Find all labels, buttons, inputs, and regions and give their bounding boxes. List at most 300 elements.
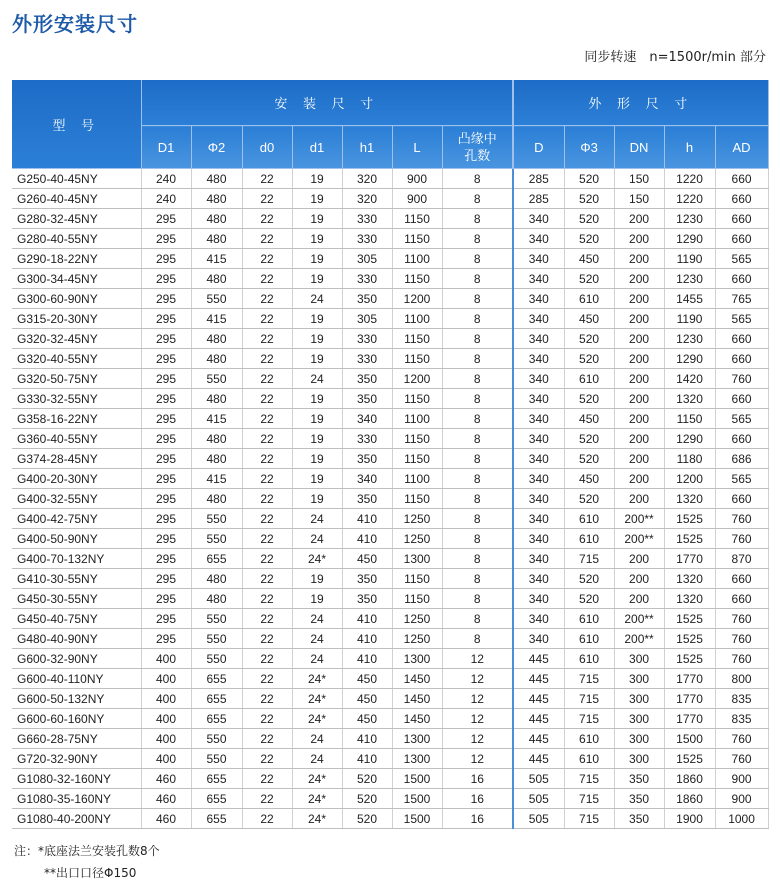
value-cell: 19	[292, 309, 342, 329]
value-cell: 295	[141, 289, 191, 309]
model-cell: G400-70-132NY	[12, 549, 141, 569]
value-cell: 480	[191, 349, 242, 369]
value-cell: 8	[442, 569, 513, 589]
value-cell: 415	[191, 469, 242, 489]
value-cell: 715	[564, 549, 614, 569]
value-cell: 410	[342, 509, 392, 529]
value-cell: 520	[564, 389, 614, 409]
value-cell: 1250	[392, 629, 442, 649]
value-cell: 300	[614, 729, 664, 749]
column-header: d0	[242, 126, 292, 169]
value-cell: 22	[242, 169, 292, 189]
value-cell: 200	[614, 289, 664, 309]
value-cell: 19	[292, 429, 342, 449]
value-cell: 8	[442, 509, 513, 529]
value-cell: 300	[614, 709, 664, 729]
value-cell: 870	[715, 549, 768, 569]
value-cell: 1300	[392, 549, 442, 569]
value-cell: 200	[614, 229, 664, 249]
value-cell: 22	[242, 189, 292, 209]
value-cell: 22	[242, 289, 292, 309]
value-cell: 340	[513, 589, 564, 609]
value-cell: 1320	[664, 489, 715, 509]
model-cell: G600-40-110NY	[12, 669, 141, 689]
value-cell: 520	[564, 229, 614, 249]
value-cell: 1200	[664, 469, 715, 489]
value-cell: 1000	[715, 809, 768, 829]
value-cell: 565	[715, 309, 768, 329]
value-cell: 520	[564, 429, 614, 449]
value-cell: 22	[242, 629, 292, 649]
value-cell: 715	[564, 769, 614, 789]
value-cell: 1320	[664, 569, 715, 589]
value-cell: 340	[513, 269, 564, 289]
value-cell: 295	[141, 309, 191, 329]
value-cell: 24*	[292, 789, 342, 809]
value-cell: 520	[564, 349, 614, 369]
table-row	[12, 269, 768, 289]
value-cell: 610	[564, 749, 614, 769]
model-cell: G320-50-75NY	[12, 369, 141, 389]
model-cell: G720-32-90NY	[12, 749, 141, 769]
value-cell: 505	[513, 809, 564, 829]
value-cell: 480	[191, 589, 242, 609]
value-cell: 660	[715, 189, 768, 209]
value-cell: 200	[614, 329, 664, 349]
value-cell: 340	[513, 369, 564, 389]
value-cell: 340	[513, 209, 564, 229]
value-cell: 22	[242, 389, 292, 409]
value-cell: 1100	[392, 409, 442, 429]
value-cell: 350	[342, 489, 392, 509]
model-cell: G300-60-90NY	[12, 289, 141, 309]
value-cell: 340	[513, 489, 564, 509]
value-cell: 715	[564, 689, 614, 709]
value-cell: 8	[442, 469, 513, 489]
model-cell: G358-16-22NY	[12, 409, 141, 429]
value-cell: 480	[191, 389, 242, 409]
value-cell: 1300	[392, 749, 442, 769]
value-cell: 22	[242, 589, 292, 609]
value-cell: 200	[614, 409, 664, 429]
value-cell: 480	[191, 329, 242, 349]
value-cell: 480	[191, 489, 242, 509]
value-cell: 340	[513, 629, 564, 649]
value-cell: 22	[242, 409, 292, 429]
value-cell: 350	[342, 289, 392, 309]
value-cell: 8	[442, 409, 513, 429]
table-row	[12, 189, 768, 209]
table-row	[12, 349, 768, 369]
value-cell: 1525	[664, 749, 715, 769]
table-row	[12, 449, 768, 469]
value-cell: 660	[715, 349, 768, 369]
model-cell: G400-20-30NY	[12, 469, 141, 489]
value-cell: 415	[191, 309, 242, 329]
value-cell: 655	[191, 809, 242, 829]
value-cell: 1250	[392, 509, 442, 529]
value-cell: 8	[442, 249, 513, 269]
value-cell: 200	[614, 489, 664, 509]
value-cell: 19	[292, 249, 342, 269]
value-cell: 19	[292, 569, 342, 589]
value-cell: 520	[342, 809, 392, 829]
model-cell: G400-50-90NY	[12, 529, 141, 549]
value-cell: 295	[141, 369, 191, 389]
value-cell: 19	[292, 329, 342, 349]
value-cell: 340	[513, 389, 564, 409]
value-cell: 410	[342, 529, 392, 549]
value-cell: 285	[513, 189, 564, 209]
value-cell: 1230	[664, 329, 715, 349]
value-cell: 565	[715, 469, 768, 489]
value-cell: 1230	[664, 209, 715, 229]
table-row	[12, 329, 768, 349]
model-cell: G374-28-45NY	[12, 449, 141, 469]
value-cell: 8	[442, 269, 513, 289]
value-cell: 200**	[614, 509, 664, 529]
value-cell: 340	[513, 249, 564, 269]
value-cell: 200	[614, 469, 664, 489]
value-cell: 330	[342, 329, 392, 349]
value-cell: 1230	[664, 269, 715, 289]
value-cell: 450	[342, 549, 392, 569]
value-cell: 400	[141, 749, 191, 769]
value-cell: 415	[191, 409, 242, 429]
value-cell: 1290	[664, 429, 715, 449]
value-cell: 760	[715, 729, 768, 749]
value-cell: 24	[292, 369, 342, 389]
value-cell: 400	[141, 729, 191, 749]
model-cell: G260-40-45NY	[12, 189, 141, 209]
value-cell: 445	[513, 709, 564, 729]
value-cell: 200	[614, 569, 664, 589]
value-cell: 340	[513, 609, 564, 629]
footnote-2: **出口口径Φ150	[44, 866, 137, 880]
value-cell: 610	[564, 289, 614, 309]
value-cell: 610	[564, 369, 614, 389]
value-cell: 550	[191, 729, 242, 749]
value-cell: 505	[513, 789, 564, 809]
value-cell: 22	[242, 209, 292, 229]
value-cell: 340	[513, 529, 564, 549]
value-cell: 22	[242, 709, 292, 729]
model-cell: G280-32-45NY	[12, 209, 141, 229]
value-cell: 450	[342, 669, 392, 689]
value-cell: 760	[715, 369, 768, 389]
value-cell: 1500	[392, 809, 442, 829]
value-cell: 445	[513, 649, 564, 669]
value-cell: 22	[242, 369, 292, 389]
value-cell: 22	[242, 549, 292, 569]
value-cell: 655	[191, 769, 242, 789]
value-cell: 295	[141, 609, 191, 629]
value-cell: 8	[442, 629, 513, 649]
value-cell: 19	[292, 469, 342, 489]
value-cell: 22	[242, 449, 292, 469]
table-row	[12, 629, 768, 649]
value-cell: 295	[141, 229, 191, 249]
table-row	[12, 469, 768, 489]
model-cell: G600-50-132NY	[12, 689, 141, 709]
value-cell: 340	[513, 469, 564, 489]
value-cell: 610	[564, 509, 614, 529]
value-cell: 760	[715, 529, 768, 549]
value-cell: 1190	[664, 309, 715, 329]
value-cell: 8	[442, 189, 513, 209]
value-cell: 550	[191, 609, 242, 629]
page-title: 外形安装尺寸	[12, 12, 138, 36]
value-cell: 19	[292, 409, 342, 429]
value-cell: 715	[564, 709, 614, 729]
value-cell: 8	[442, 449, 513, 469]
value-cell: 295	[141, 569, 191, 589]
dimension-table	[12, 80, 769, 829]
value-cell: 1770	[664, 709, 715, 729]
model-cell: G1080-35-160NY	[12, 789, 141, 809]
model-cell: G250-40-45NY	[12, 169, 141, 189]
value-cell: 12	[442, 729, 513, 749]
model-cell: G400-32-55NY	[12, 489, 141, 509]
value-cell: 1320	[664, 589, 715, 609]
value-cell: 1100	[392, 249, 442, 269]
value-cell: 150	[614, 189, 664, 209]
value-cell: 1150	[392, 429, 442, 449]
table-row	[12, 309, 768, 329]
table-row	[12, 549, 768, 569]
value-cell: 24*	[292, 549, 342, 569]
value-cell: 200**	[614, 609, 664, 629]
value-cell: 19	[292, 449, 342, 469]
value-cell: 22	[242, 269, 292, 289]
value-cell: 320	[342, 169, 392, 189]
value-cell: 1200	[392, 289, 442, 309]
value-cell: 295	[141, 549, 191, 569]
value-cell: 350	[342, 369, 392, 389]
value-cell: 200	[614, 269, 664, 289]
value-cell: 760	[715, 609, 768, 629]
value-cell: 285	[513, 169, 564, 189]
value-cell: 480	[191, 449, 242, 469]
value-cell: 450	[564, 249, 614, 269]
value-cell: 410	[342, 729, 392, 749]
value-cell: 22	[242, 809, 292, 829]
value-cell: 1525	[664, 649, 715, 669]
value-cell: 340	[513, 289, 564, 309]
value-cell: 22	[242, 489, 292, 509]
value-cell: 330	[342, 429, 392, 449]
value-cell: 200**	[614, 629, 664, 649]
value-cell: 350	[342, 589, 392, 609]
value-cell: 24	[292, 629, 342, 649]
value-cell: 565	[715, 249, 768, 269]
value-cell: 19	[292, 389, 342, 409]
value-cell: 1150	[392, 209, 442, 229]
model-cell: G410-30-55NY	[12, 569, 141, 589]
column-header: D	[513, 126, 564, 169]
value-cell: 16	[442, 809, 513, 829]
value-cell: 550	[191, 509, 242, 529]
table-row	[12, 729, 768, 749]
value-cell: 660	[715, 389, 768, 409]
value-cell: 610	[564, 649, 614, 669]
value-cell: 24*	[292, 669, 342, 689]
value-cell: 565	[715, 409, 768, 429]
value-cell: 520	[564, 569, 614, 589]
model-cell: G600-32-90NY	[12, 649, 141, 669]
table-row	[12, 529, 768, 549]
value-cell: 765	[715, 289, 768, 309]
value-cell: 16	[442, 769, 513, 789]
value-cell: 22	[242, 229, 292, 249]
model-cell: G1080-40-200NY	[12, 809, 141, 829]
value-cell: 1300	[392, 729, 442, 749]
value-cell: 19	[292, 589, 342, 609]
model-cell: G600-60-160NY	[12, 709, 141, 729]
value-cell: 410	[342, 649, 392, 669]
value-cell: 1860	[664, 769, 715, 789]
value-cell: 660	[715, 209, 768, 229]
value-cell: 24*	[292, 689, 342, 709]
model-cell: G660-28-75NY	[12, 729, 141, 749]
value-cell: 24	[292, 649, 342, 669]
value-cell: 22	[242, 749, 292, 769]
value-cell: 295	[141, 389, 191, 409]
value-cell: 8	[442, 389, 513, 409]
value-cell: 340	[513, 509, 564, 529]
column-header: h1	[342, 126, 392, 169]
value-cell: 610	[564, 729, 614, 749]
value-cell: 660	[715, 589, 768, 609]
value-cell: 520	[564, 449, 614, 469]
value-cell: 24	[292, 729, 342, 749]
value-cell: 350	[342, 389, 392, 409]
value-cell: 520	[564, 169, 614, 189]
value-cell: 715	[564, 809, 614, 829]
value-cell: 715	[564, 669, 614, 689]
table-row	[12, 809, 768, 829]
value-cell: 715	[564, 789, 614, 809]
value-cell: 240	[141, 169, 191, 189]
value-cell: 8	[442, 549, 513, 569]
value-cell: 655	[191, 689, 242, 709]
value-cell: 1770	[664, 549, 715, 569]
value-cell: 305	[342, 309, 392, 329]
value-cell: 8	[442, 349, 513, 369]
table-row	[12, 789, 768, 809]
value-cell: 24*	[292, 809, 342, 829]
value-cell: 200	[614, 449, 664, 469]
value-cell: 520	[564, 489, 614, 509]
value-cell: 295	[141, 349, 191, 369]
value-cell: 520	[564, 269, 614, 289]
value-cell: 1150	[392, 269, 442, 289]
value-cell: 350	[614, 809, 664, 829]
column-header: AD	[715, 126, 768, 169]
header-install-group: 安 装 尺 寸	[141, 80, 513, 126]
value-cell: 400	[141, 689, 191, 709]
value-cell: 1500	[392, 789, 442, 809]
value-cell: 660	[715, 489, 768, 509]
value-cell: 1320	[664, 389, 715, 409]
value-cell: 340	[513, 229, 564, 249]
value-cell: 300	[614, 749, 664, 769]
value-cell: 660	[715, 329, 768, 349]
model-cell: G360-40-55NY	[12, 429, 141, 449]
value-cell: 12	[442, 669, 513, 689]
value-cell: 300	[614, 689, 664, 709]
value-cell: 1100	[392, 309, 442, 329]
value-cell: 660	[715, 169, 768, 189]
footnote-1: 注：*底座法兰安装孔数8个	[14, 844, 160, 858]
value-cell: 1150	[392, 569, 442, 589]
value-cell: 19	[292, 269, 342, 289]
value-cell: 900	[392, 189, 442, 209]
value-cell: 760	[715, 509, 768, 529]
column-header: 凸缘中 孔数	[442, 126, 513, 169]
value-cell: 340	[513, 449, 564, 469]
value-cell: 22	[242, 769, 292, 789]
value-cell: 686	[715, 449, 768, 469]
value-cell: 19	[292, 189, 342, 209]
table-row	[12, 509, 768, 529]
value-cell: 8	[442, 209, 513, 229]
value-cell: 520	[564, 189, 614, 209]
value-cell: 8	[442, 309, 513, 329]
value-cell: 340	[513, 349, 564, 369]
value-cell: 22	[242, 649, 292, 669]
value-cell: 550	[191, 749, 242, 769]
value-cell: 480	[191, 169, 242, 189]
value-cell: 520	[564, 329, 614, 349]
value-cell: 505	[513, 769, 564, 789]
value-cell: 1525	[664, 529, 715, 549]
value-cell: 760	[715, 749, 768, 769]
value-cell: 1150	[664, 409, 715, 429]
value-cell: 1220	[664, 189, 715, 209]
value-cell: 19	[292, 169, 342, 189]
value-cell: 8	[442, 329, 513, 349]
value-cell: 410	[342, 629, 392, 649]
value-cell: 8	[442, 169, 513, 189]
value-cell: 900	[392, 169, 442, 189]
value-cell: 200	[614, 249, 664, 269]
value-cell: 24*	[292, 709, 342, 729]
model-cell: G400-42-75NY	[12, 509, 141, 529]
value-cell: 350	[614, 789, 664, 809]
value-cell: 760	[715, 629, 768, 649]
value-cell: 24	[292, 749, 342, 769]
column-header: DN	[614, 126, 664, 169]
value-cell: 295	[141, 529, 191, 549]
value-cell: 24	[292, 509, 342, 529]
value-cell: 200	[614, 349, 664, 369]
value-cell: 900	[715, 789, 768, 809]
value-cell: 200	[614, 429, 664, 449]
model-cell: G330-32-55NY	[12, 389, 141, 409]
value-cell: 1900	[664, 809, 715, 829]
value-cell: 1250	[392, 609, 442, 629]
value-cell: 295	[141, 469, 191, 489]
speed-note: 同步转速 n=1500r/min 部分	[584, 50, 766, 65]
value-cell: 1150	[392, 449, 442, 469]
value-cell: 655	[191, 709, 242, 729]
value-cell: 340	[513, 569, 564, 589]
table-row	[12, 769, 768, 789]
value-cell: 445	[513, 669, 564, 689]
value-cell: 22	[242, 309, 292, 329]
column-header: h	[664, 126, 715, 169]
